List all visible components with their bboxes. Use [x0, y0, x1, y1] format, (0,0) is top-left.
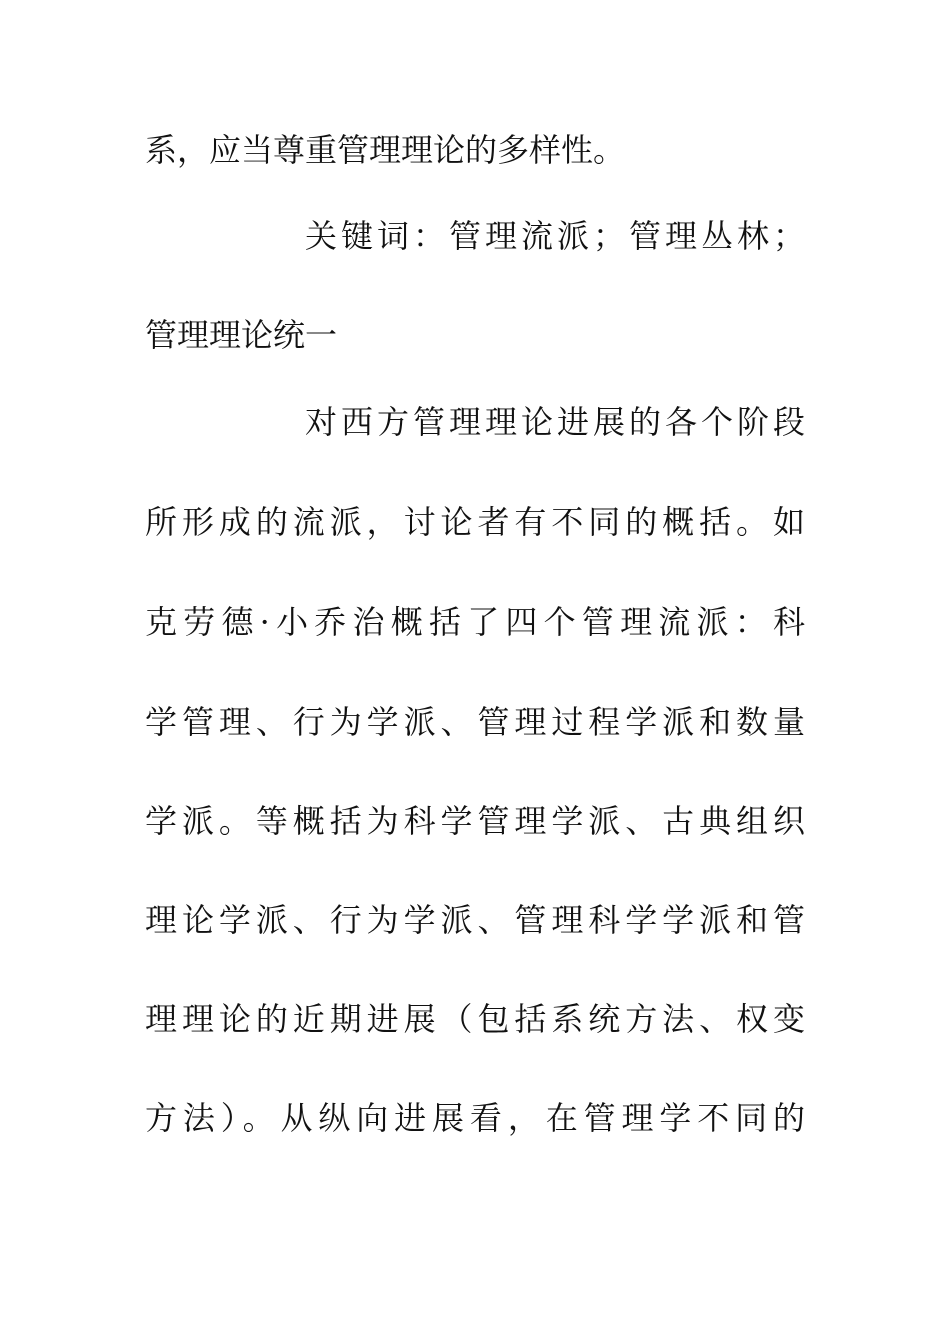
keywords-line: 关键词：管理流派；管理丛林； [305, 217, 805, 255]
text-line: 系，应当尊重管理理论的多样性。 [145, 131, 626, 169]
text-line: 方法）。从纵向进展看，在管理学不同的 [145, 1099, 805, 1137]
text-line: 理论学派、行为学派、管理科学学派和管 [145, 901, 805, 939]
text-line: 学派。等概括为科学管理学派、古典组织 [145, 802, 805, 840]
paragraph-first-line: 对西方管理理论进展的各个阶段 [305, 403, 805, 441]
text-line: 所形成的流派，讨论者有不同的概括。如 [145, 503, 805, 541]
keywords-continuation: 管理理论统一 [145, 316, 338, 354]
text-line: 学管理、行为学派、管理过程学派和数量 [145, 703, 805, 741]
text-line: 理理论的近期进展（包括系统方法、权变 [145, 1000, 805, 1038]
text-line: 克劳德·小乔治概括了四个管理流派：科 [145, 603, 805, 641]
